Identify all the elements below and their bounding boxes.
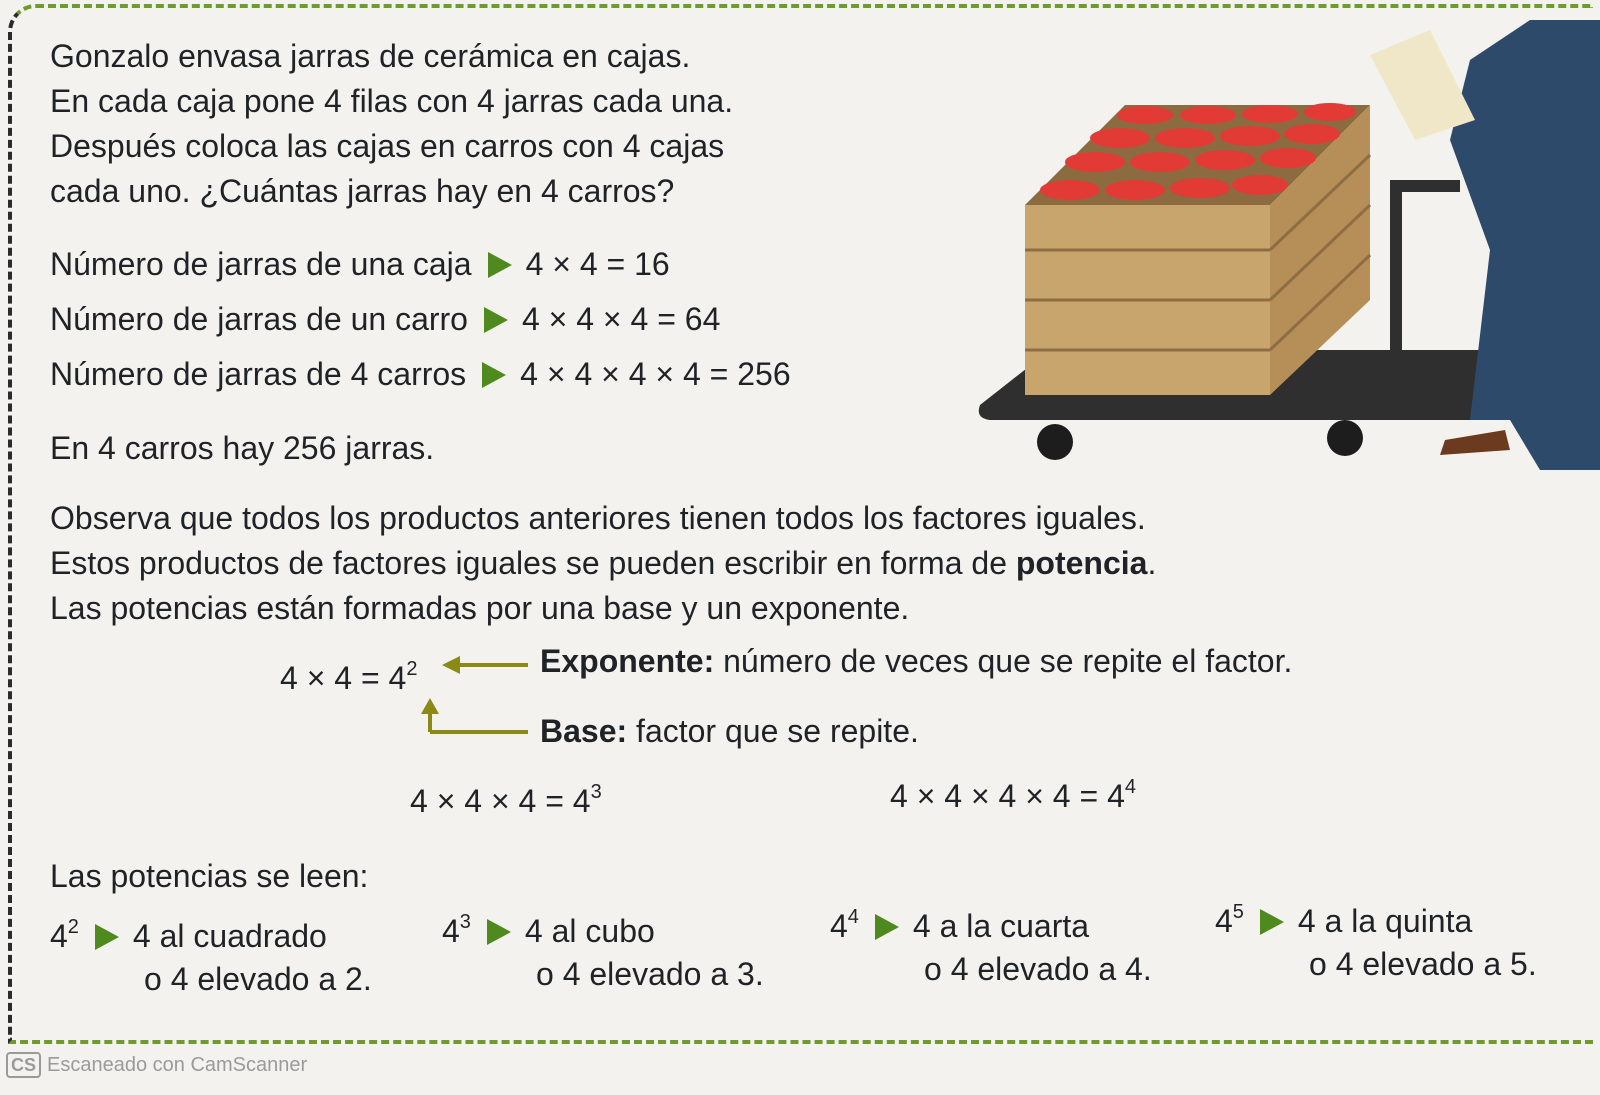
reading-power: $4^3$ [442, 911, 471, 949]
calc-expr: 4 × 4 = 16 [525, 246, 670, 282]
play-triangle-icon [484, 307, 508, 333]
reading-alt: o 4 elevado a 5. [1309, 946, 1537, 983]
base-label: Base: [540, 713, 628, 749]
power-expr: 4 × 4 = 4 [280, 660, 407, 696]
reading-text: 4 al cuadrado [132, 918, 327, 954]
play-triangle-icon [95, 924, 119, 950]
cart-wheel [1037, 424, 1073, 460]
cart-illustration [970, 0, 1600, 490]
arrow-up-icon [421, 698, 528, 732]
cart-handle [1390, 180, 1402, 360]
exponent-definition [540, 645, 1292, 677]
answer-text: En 4 carros hay 256 jarras. [50, 430, 435, 466]
explanation-text: . [1147, 545, 1157, 581]
example-expression [890, 776, 1136, 814]
example-expr: 4 × 4 × 4 = 4 [410, 783, 591, 819]
calc-row [50, 248, 670, 280]
explanation-line [50, 547, 1156, 579]
reading-item [830, 905, 1152, 991]
explanation-line: Las potencias están formadas por una base y un exponente. [50, 590, 910, 626]
base-text: factor que se repite. [627, 713, 919, 749]
play-triangle-icon [488, 252, 512, 278]
diagram-arrows [420, 648, 540, 740]
reading-heading: Las potencias se leen: [50, 858, 369, 894]
example-exponent: 3 [590, 781, 602, 803]
power-exponent: 2 [406, 658, 418, 680]
exponent-label: Exponente: [540, 643, 715, 679]
reading-text: 4 al cubo [524, 913, 655, 949]
clipboard [1370, 30, 1475, 140]
reading-power: $4^2$ [50, 916, 79, 954]
play-triangle-icon [482, 362, 506, 388]
play-triangle-icon [875, 914, 899, 940]
watermark-text: Escaneado con CamScanner [47, 1053, 308, 1076]
reading-text: 4 a la cuarta [912, 908, 1090, 944]
play-triangle-icon [1260, 909, 1284, 935]
explanation-line: Observa que todos los productos anteriores tienen todos los factores iguales. [50, 500, 1146, 536]
calc-expr: 4 × 4 × 4 = 64 [521, 301, 721, 337]
reading-text: 4 a la quinta [1297, 903, 1473, 939]
reading-item [1215, 900, 1537, 986]
play-triangle-icon [487, 919, 511, 945]
reading-alt: o 4 elevado a 4. [924, 951, 1152, 988]
reading-alt: o 4 elevado a 2. [144, 961, 372, 998]
worker-shoe [1440, 430, 1510, 455]
calc-label: Número de jarras de un carro [50, 301, 468, 337]
calc-label: Número de jarras de una caja [50, 246, 472, 282]
potencia-term: potencia [1015, 545, 1148, 581]
reading-item [50, 915, 372, 1001]
calc-label: Número de jarras de 4 carros [50, 356, 467, 392]
arrow-left-icon [442, 656, 528, 674]
problem-line: cada uno. ¿Cuántas jarras hay en 4 carros? [50, 173, 675, 209]
calc-expr: 4 × 4 × 4 × 4 = 256 [520, 356, 791, 392]
exponent-text: número de veces que se repite el factor. [714, 643, 1293, 679]
base-definition [540, 715, 919, 747]
reading-item [442, 910, 764, 996]
power-expression [280, 658, 418, 696]
example-expression [410, 781, 602, 819]
cart-wheel [1327, 420, 1363, 456]
problem-line: Gonzalo envasa jarras de cerámica en cajas. [50, 38, 691, 74]
cart-handle-bar [1390, 180, 1460, 192]
example-exponent: 4 [1124, 776, 1136, 798]
example-expr: 4 × 4 × 4 × 4 = 4 [890, 778, 1125, 814]
camscanner-logo: CS [6, 1052, 41, 1078]
calc-row [50, 303, 720, 335]
reading-power: $4^4$ [830, 906, 859, 944]
calc-row [50, 358, 791, 390]
worker-body [1450, 20, 1600, 470]
reading-power: $4^5$ [1215, 901, 1244, 939]
explanation-text: Estos productos de factores iguales se pueden escribir en forma de [50, 545, 1016, 581]
problem-line: En cada caja pone 4 filas con 4 jarras cada una. [50, 83, 734, 119]
reading-alt: o 4 elevado a 3. [536, 956, 764, 993]
scanner-watermark [6, 1052, 307, 1078]
problem-line: Después coloca las cajas en carros con 4 cajas [50, 128, 725, 164]
